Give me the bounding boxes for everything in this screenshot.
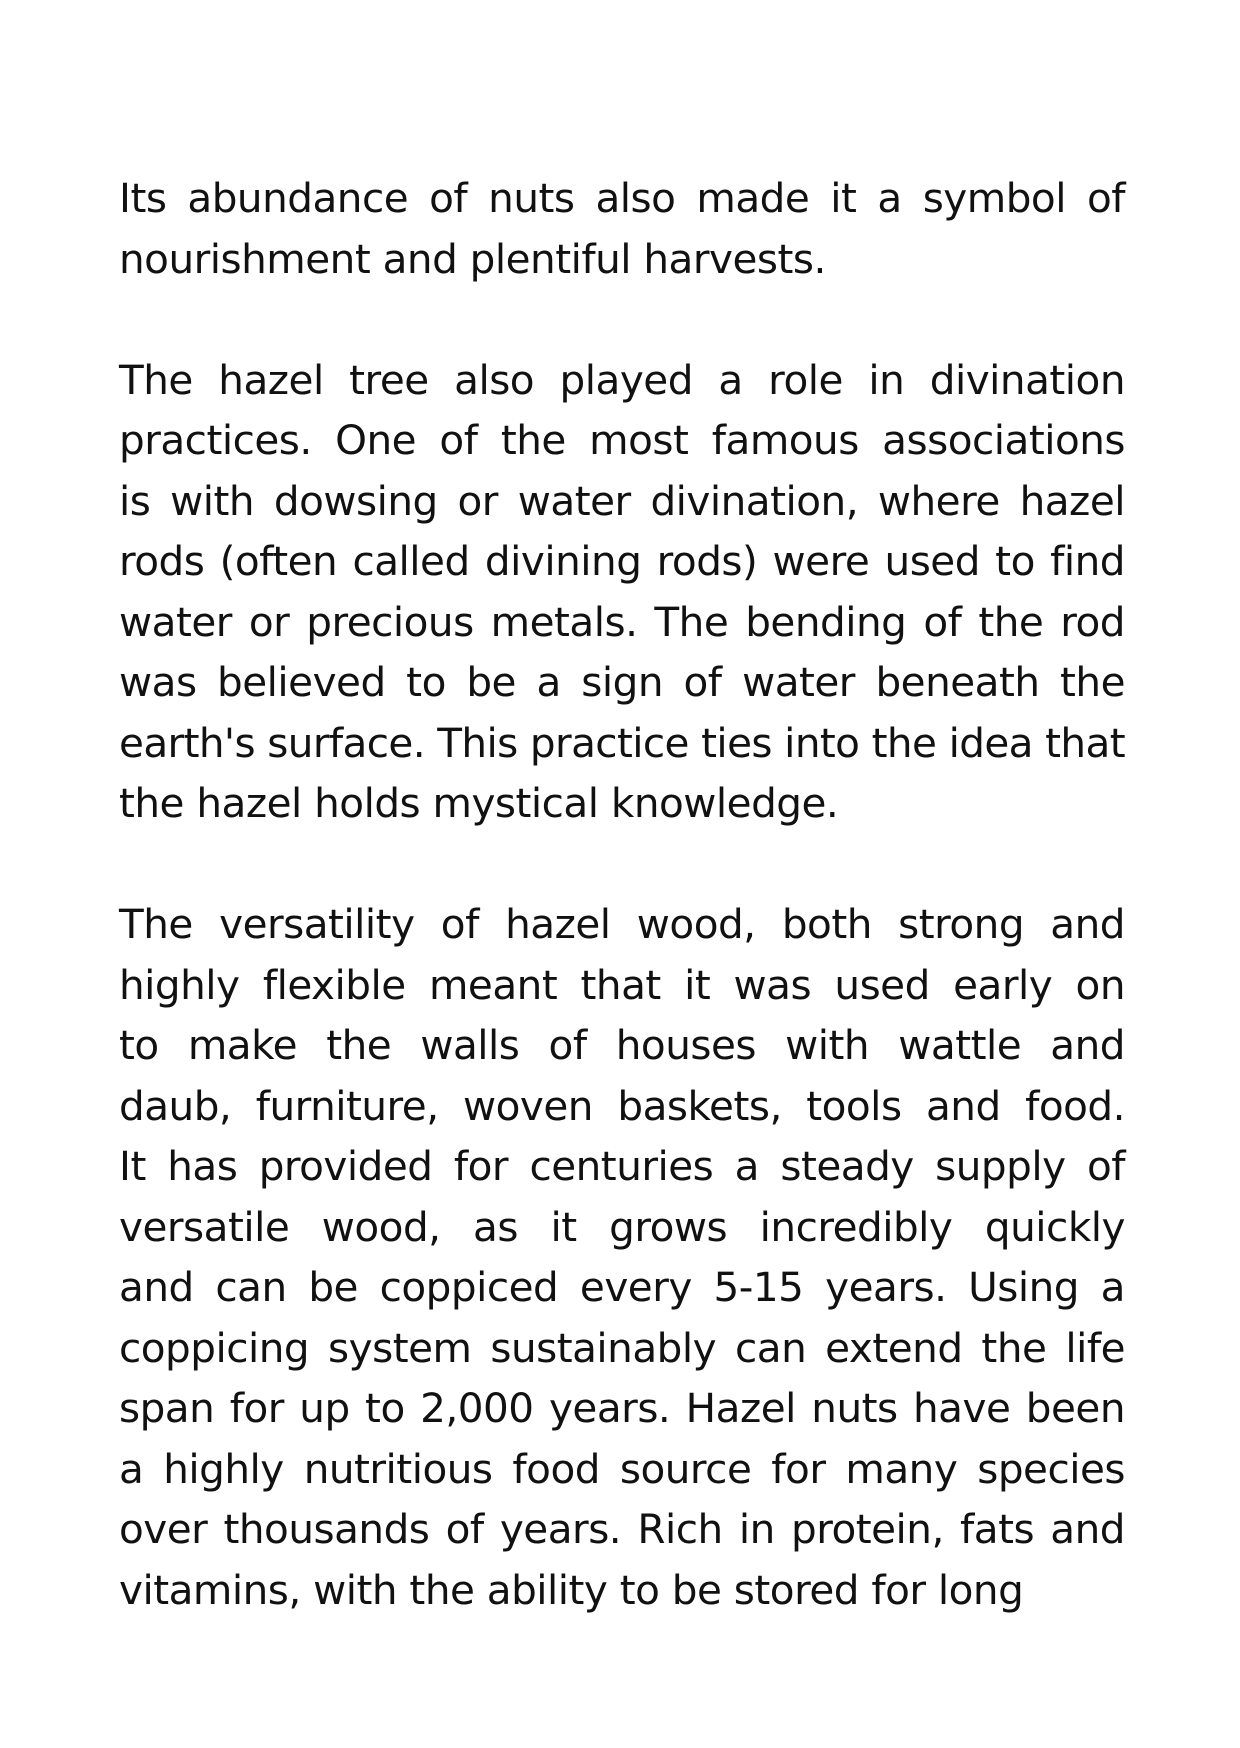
- text-line: is with dowsing or water divination, where hazel: [119, 476, 1125, 525]
- text-line: span for up to 2,000 years. Hazel nuts have been: [119, 1384, 1125, 1432]
- text-line: Its abundance of nuts also made it a symbol of: [119, 174, 1125, 222]
- text-line: It has provided for centuries a steady supply of: [119, 1142, 1125, 1190]
- text-line: and can be coppiced every 5-15 years. Using a: [119, 1263, 1125, 1311]
- text-line: vitamins, with the ability to be stored for long: [119, 1565, 1024, 1614]
- text-line: nourishment and plentiful harvests.: [119, 234, 826, 283]
- text-line: highly flexible meant that it was used early on: [119, 960, 1125, 1009]
- text-line: The versatility of hazel wood, both strong and: [119, 900, 1125, 948]
- text-line: the hazel holds mystical knowledge.: [119, 779, 839, 827]
- paragraph-2: [119, 350, 1125, 834]
- text-line: was believed to be a sign of water beneath the: [119, 658, 1125, 706]
- text-line: a highly nutritious food source for many species: [119, 1444, 1125, 1493]
- text-line: to make the walls of houses with wattle and: [119, 1021, 1125, 1069]
- paragraph-3: [119, 894, 1125, 1620]
- body-text: [119, 168, 1125, 1620]
- text-line: coppicing system sustainably can extend the life: [119, 1323, 1125, 1372]
- text-line: versatile wood, as it grows incredibly quickly: [119, 1202, 1125, 1251]
- paragraph-1: [119, 168, 1125, 289]
- paragraph-gap: [119, 289, 1125, 350]
- text-line: rods (often called divining rods) were used to find: [119, 537, 1125, 585]
- paragraph-gap: [119, 834, 1125, 895]
- text-line: daub, furniture, woven baskets, tools and food.: [119, 1081, 1125, 1130]
- text-line: water or precious metals. The bending of the rod: [119, 597, 1125, 646]
- text-line: earth's surface. This practice ties into the idea that: [119, 718, 1125, 767]
- text-line: over thousands of years. Rich in protein, fats and: [119, 1505, 1125, 1553]
- text-line: practices. One of the most famous associations: [119, 416, 1125, 464]
- text-line: The hazel tree also played a role in divination: [119, 355, 1125, 404]
